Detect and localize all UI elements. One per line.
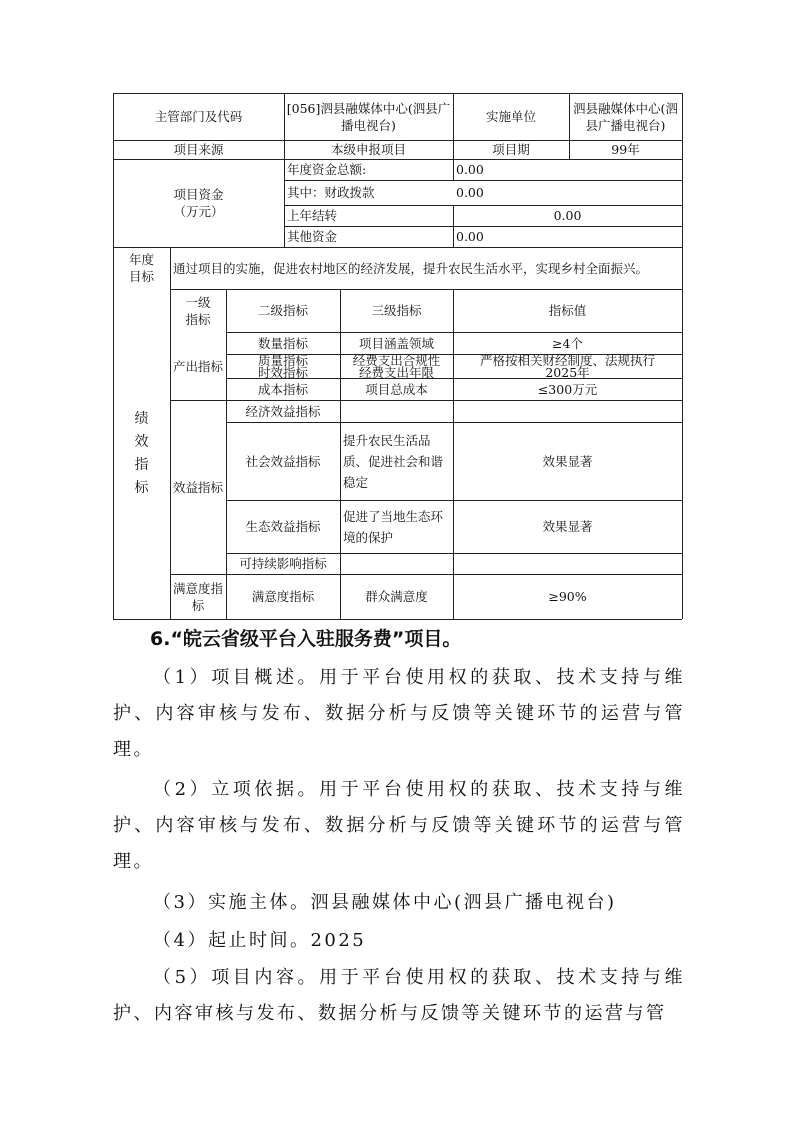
other-funds-label: 其他资金	[287, 229, 338, 244]
table-cell: 经费支出合规性	[352, 352, 441, 368]
dept-value: [056]泗县融媒体中心(泗县广播电视台)	[286, 100, 451, 133]
impl-unit-label: 实施单位	[485, 109, 536, 124]
table-cell	[340, 553, 453, 574]
table-cell: 项目涵盖领域	[358, 335, 434, 351]
project-info-table	[113, 93, 682, 619]
table-cell: 生态效益指标	[245, 519, 321, 534]
table-cell: 质量指标	[257, 352, 308, 368]
table-cell	[453, 553, 682, 574]
table-cell: ≤300万元	[537, 381, 598, 397]
source-label: 项目来源	[173, 142, 224, 157]
satisfaction-indicator-label: 满意度指 标	[172, 580, 223, 613]
table-cell: 经济效益指标	[245, 403, 321, 419]
table-line	[682, 93, 683, 619]
annual-goal-text: 通过项目的实施，促进农村地区的经济发展，提升农民生活水平，实现乡村全面振兴。	[173, 260, 649, 276]
table-cell: ≥90%	[548, 589, 587, 604]
paragraph-overview: （1）项目概述。用于平台使用权的获取、技术支持与维护、内容审核与发布、数据分析与反馈等关键环节的运营与管理。	[113, 667, 685, 760]
table-cell: 满意度指标	[251, 589, 315, 604]
table-cell: 2025年	[545, 364, 590, 380]
table-cell: 效果显著	[542, 453, 593, 469]
fiscal-funds-value: 0.00	[456, 185, 484, 200]
table-cell: ≥4个	[552, 335, 583, 351]
funds-label: 项目资金 （万元）	[173, 187, 224, 219]
table-cell: 提升农民生活品质、促进社会和谐稳定	[343, 432, 444, 490]
table-cell: 数量指标	[257, 335, 308, 351]
table-cell: 时效指标	[257, 364, 308, 380]
paragraph-content: （5）项目内容。用于平台使用权的获取、技术支持与维护、内容审核与发布、数据分析与反馈等关键环节的运营与管	[113, 967, 685, 1024]
table-cell	[453, 400, 682, 422]
period-label: 项目期	[492, 142, 530, 157]
dept-label: 主管部门及代码	[154, 109, 243, 124]
impl-unit-value: 泗县融媒体中心(泗县广播电视台)	[573, 100, 678, 133]
benefit-indicator-label: 效益指标	[172, 479, 223, 495]
output-indicator-label: 产出指标	[172, 358, 223, 374]
annual-funds-label: 年度资金总额:	[287, 162, 367, 177]
paragraph-implementer: （3）实施主体。泗县融媒体中心(泗县广播电视台)	[153, 892, 617, 913]
table-cell	[340, 400, 453, 422]
header-level3: 三级指标	[371, 303, 422, 318]
source-value: 本级申报项目	[330, 142, 406, 157]
table-cell: 经费支出年限	[358, 364, 434, 380]
table-cell: 项目总成本	[365, 381, 428, 397]
table-cell: 效果显著	[542, 519, 593, 534]
paragraph-period: （4）起止时间。2025	[153, 930, 367, 951]
table-cell: 严格按相关财经制度、法规执行	[479, 352, 655, 368]
table-cell: 可持续影响指标	[239, 556, 327, 571]
period-value: 99年	[611, 142, 640, 157]
table-cell: 促进了当地生态环境的保护	[343, 508, 444, 545]
table-cell: 社会效益指标	[245, 453, 321, 469]
fiscal-funds-label: 其中：财政拨款	[287, 185, 375, 200]
other-funds-value: 0.00	[456, 229, 484, 244]
table-cell: 成本指标	[257, 381, 308, 397]
table-line	[113, 619, 682, 620]
annual-goal-label: 年度 目标	[128, 252, 154, 284]
header-value: 指标值	[548, 303, 587, 318]
paragraph-basis: （2）立项依据。用于平台使用权的获取、技术支持与维护、内容审核与发布、数据分析与反馈等关键环节的运营与管理。	[113, 779, 685, 872]
header-level2: 二级指标	[257, 303, 308, 318]
section-heading: 6.“皖云省级平台入驻服务费”项目。	[150, 628, 462, 650]
header-level1: 一级 指标	[185, 294, 211, 327]
perf-label: 绩 效 指 标	[134, 411, 149, 496]
carryover-value: 0.00	[553, 208, 582, 223]
carryover-label: 上年结转	[287, 208, 338, 223]
annual-funds-value: 0.00	[456, 162, 484, 177]
table-cell: 群众满意度	[365, 589, 428, 604]
